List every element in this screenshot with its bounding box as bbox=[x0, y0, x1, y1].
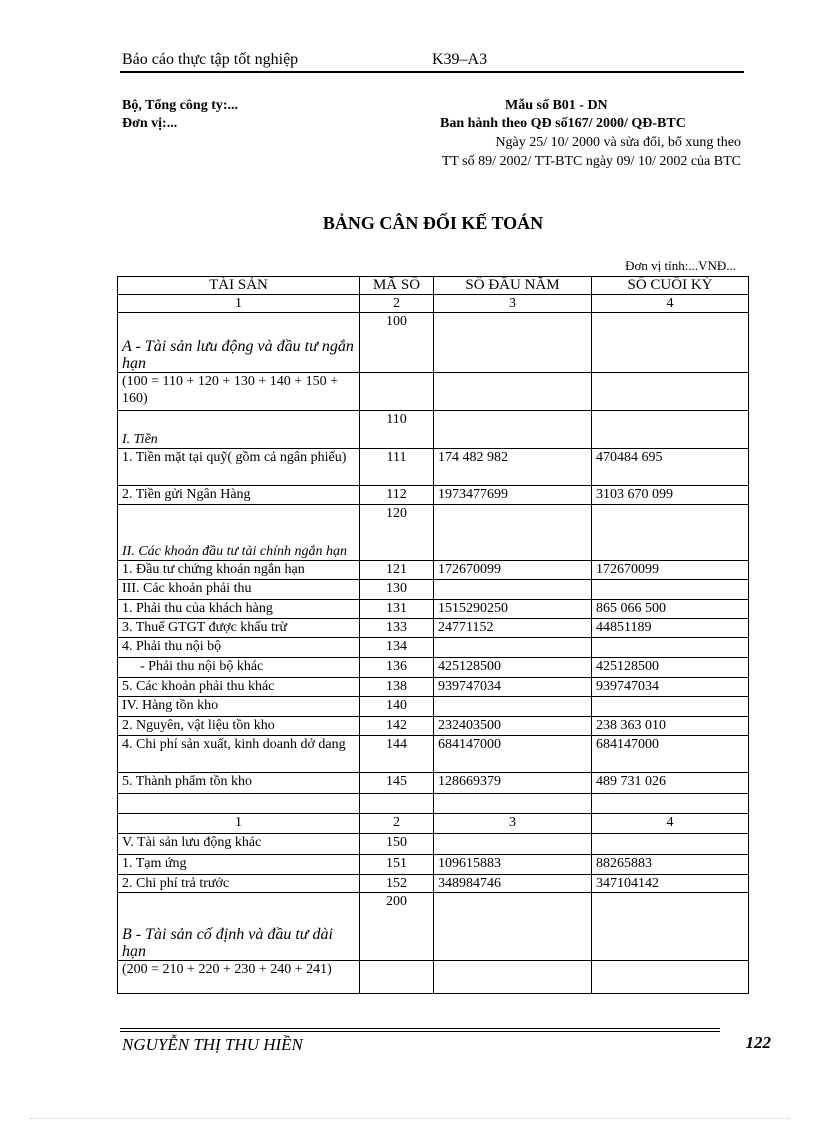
asset-name: 2. Tiền gửi Ngân Hàng bbox=[118, 486, 360, 505]
footer-rule bbox=[120, 1028, 720, 1029]
table-row bbox=[118, 855, 749, 875]
account-code: 120 bbox=[360, 505, 434, 561]
account-code: 200 bbox=[360, 893, 434, 961]
account-code: 136 bbox=[360, 658, 434, 678]
closing-balance: 470484 695 bbox=[592, 449, 749, 486]
asset-name: 5. Thành phẩm tồn kho bbox=[118, 773, 360, 794]
account-code: 131 bbox=[360, 600, 434, 619]
asset-name: I. Tiền bbox=[118, 411, 360, 449]
opening-balance: 172670099 bbox=[434, 561, 592, 580]
header-rule bbox=[120, 71, 744, 73]
account-code: 111 bbox=[360, 449, 434, 486]
column-header: MÃ SỐ bbox=[360, 277, 434, 295]
opening-balance: 425128500 bbox=[434, 658, 592, 678]
closing-balance: 44851189 bbox=[592, 619, 749, 638]
org-line-2: Đơn vị:... bbox=[122, 116, 178, 131]
opening-balance bbox=[434, 411, 592, 449]
column-index: 3 bbox=[434, 814, 592, 834]
opening-balance: 1515290250 bbox=[434, 600, 592, 619]
asset-name: 1. Phải thu của khách hàng bbox=[118, 600, 360, 619]
opening-balance bbox=[434, 313, 592, 373]
table-row bbox=[118, 961, 749, 994]
asset-name: II. Các khoản đầu tư tài chính ngắn hạn bbox=[118, 505, 360, 561]
account-code: 130 bbox=[360, 580, 434, 600]
account-code: 110 bbox=[360, 411, 434, 449]
column-index: 1 bbox=[118, 295, 360, 313]
table-row bbox=[118, 600, 749, 619]
closing-balance bbox=[592, 638, 749, 658]
opening-balance: 232403500 bbox=[434, 717, 592, 736]
page-number: 122 bbox=[745, 1033, 771, 1052]
index-row bbox=[118, 295, 749, 313]
running-header-class: K39–A3 bbox=[432, 51, 488, 68]
asset-name: - Phải thu nội bộ khác bbox=[118, 658, 360, 678]
account-code bbox=[360, 961, 434, 994]
account-code: 133 bbox=[360, 619, 434, 638]
form-issued-by: Ban hành theo QĐ số167/ 2000/ QĐ-BTC bbox=[440, 116, 686, 131]
balance-sheet-table bbox=[117, 276, 749, 994]
opening-balance bbox=[434, 580, 592, 600]
closing-balance: 88265883 bbox=[592, 855, 749, 875]
closing-balance: 347104142 bbox=[592, 875, 749, 893]
org-line-1: Bộ, Tổng công ty:... bbox=[122, 98, 239, 113]
account-code: 100 bbox=[360, 313, 434, 373]
table-row bbox=[118, 373, 749, 411]
empty-cell bbox=[592, 794, 749, 814]
asset-name: B - Tài sản cố định và đầu tư dài hạn bbox=[118, 893, 360, 961]
asset-name: V. Tài sản lưu động khác bbox=[118, 834, 360, 855]
closing-balance bbox=[592, 697, 749, 717]
account-code bbox=[360, 373, 434, 411]
table-row bbox=[118, 717, 749, 736]
column-header: TÀI SẢN bbox=[118, 277, 360, 295]
closing-balance bbox=[592, 313, 749, 373]
table-row bbox=[118, 449, 749, 486]
opening-balance: 939747034 bbox=[434, 678, 592, 697]
closing-balance bbox=[592, 580, 749, 600]
asset-name: 4. Phải thu nội bộ bbox=[118, 638, 360, 658]
closing-balance: 684147000 bbox=[592, 736, 749, 773]
closing-balance: 238 363 010 bbox=[592, 717, 749, 736]
account-code: 145 bbox=[360, 773, 434, 794]
column-index: 4 bbox=[592, 295, 749, 313]
opening-balance bbox=[434, 697, 592, 717]
table-row bbox=[118, 773, 749, 794]
form-number: Mẫu số B01 - DN bbox=[505, 98, 608, 113]
asset-name: IV. Hàng tồn kho bbox=[118, 697, 360, 717]
document-title: BẢNG CÂN ĐỐI KẾ TOÁN bbox=[322, 213, 544, 233]
opening-balance: 174 482 982 bbox=[434, 449, 592, 486]
currency-unit: Đơn vị tính:...VNĐ... bbox=[625, 258, 736, 273]
table-row bbox=[118, 580, 749, 600]
table-row bbox=[118, 834, 749, 855]
running-header-title: Báo cáo thực tập tốt nghiệp bbox=[122, 51, 299, 68]
asset-name: 1. Tạm ứng bbox=[118, 855, 360, 875]
opening-balance bbox=[434, 638, 592, 658]
asset-name: 2. Chi phí trả trước bbox=[118, 875, 360, 893]
form-amend-line: TT số 89/ 2002/ TT-BTC ngày 09/ 10/ 2002 của BTC bbox=[441, 154, 741, 169]
closing-balance: 172670099 bbox=[592, 561, 749, 580]
asset-name: (100 = 110 + 120 + 130 + 140 + 150 + 160) bbox=[118, 373, 360, 411]
asset-name: 1. Tiền mặt tại quỹ( gồm cả ngân phiếu) bbox=[118, 449, 360, 486]
table-row bbox=[118, 678, 749, 697]
table-row bbox=[118, 505, 749, 561]
empty-cell bbox=[360, 794, 434, 814]
column-index: 1 bbox=[118, 814, 360, 834]
table-row bbox=[118, 658, 749, 678]
account-code: 144 bbox=[360, 736, 434, 773]
asset-name: 5. Các khoản phải thu khác bbox=[118, 678, 360, 697]
page-edge bbox=[30, 1118, 790, 1119]
column-index: 3 bbox=[434, 295, 592, 313]
account-code: 138 bbox=[360, 678, 434, 697]
table-row bbox=[118, 486, 749, 505]
opening-balance bbox=[434, 834, 592, 855]
opening-balance: 1973477699 bbox=[434, 486, 592, 505]
column-header: SỐ CUỐI KỲ bbox=[592, 277, 749, 295]
account-code: 142 bbox=[360, 717, 434, 736]
asset-name: 4. Chi phí sản xuất, kinh doanh dở dang bbox=[118, 736, 360, 773]
index-row bbox=[118, 814, 749, 834]
table-row bbox=[118, 638, 749, 658]
closing-balance bbox=[592, 373, 749, 411]
closing-balance bbox=[592, 961, 749, 994]
opening-balance bbox=[434, 961, 592, 994]
closing-balance: 865 066 500 bbox=[592, 600, 749, 619]
empty-row bbox=[118, 794, 749, 814]
opening-balance: 684147000 bbox=[434, 736, 592, 773]
closing-balance bbox=[592, 834, 749, 855]
closing-balance: 425128500 bbox=[592, 658, 749, 678]
asset-name: 2. Nguyên, vật liệu tồn kho bbox=[118, 717, 360, 736]
closing-balance bbox=[592, 505, 749, 561]
asset-name: 1. Đầu tư chứng khoán ngắn hạn bbox=[118, 561, 360, 580]
table-row bbox=[118, 697, 749, 717]
asset-name: (200 = 210 + 220 + 230 + 240 + 241) bbox=[118, 961, 360, 994]
table-row bbox=[118, 561, 749, 580]
opening-balance bbox=[434, 373, 592, 411]
table-row bbox=[118, 619, 749, 638]
asset-name: 3. Thuế GTGT được khấu trừ bbox=[118, 619, 360, 638]
closing-balance: 939747034 bbox=[592, 678, 749, 697]
closing-balance: 489 731 026 bbox=[592, 773, 749, 794]
account-code: 121 bbox=[360, 561, 434, 580]
column-index: 2 bbox=[360, 295, 434, 313]
empty-cell bbox=[118, 794, 360, 814]
closing-balance bbox=[592, 411, 749, 449]
closing-balance: 3103 670 099 bbox=[592, 486, 749, 505]
column-header: SỐ ĐẦU NĂM bbox=[434, 277, 592, 295]
opening-balance: 348984746 bbox=[434, 875, 592, 893]
closing-balance bbox=[592, 893, 749, 961]
empty-cell bbox=[434, 794, 592, 814]
account-code: 134 bbox=[360, 638, 434, 658]
opening-balance: 109615883 bbox=[434, 855, 592, 875]
table-row bbox=[118, 313, 749, 373]
opening-balance: 128669379 bbox=[434, 773, 592, 794]
opening-balance bbox=[434, 505, 592, 561]
table-row bbox=[118, 893, 749, 961]
table-row bbox=[118, 411, 749, 449]
account-code: 150 bbox=[360, 834, 434, 855]
footer-rule bbox=[120, 1031, 720, 1032]
author-name: NGUYỄN THỊ THU HIỀN bbox=[122, 1035, 303, 1054]
asset-name: A - Tài sản lưu động và đầu tư ngắn hạn bbox=[118, 313, 360, 373]
table-row bbox=[118, 875, 749, 893]
account-code: 112 bbox=[360, 486, 434, 505]
opening-balance bbox=[434, 893, 592, 961]
table-header-row bbox=[118, 277, 749, 295]
account-code: 151 bbox=[360, 855, 434, 875]
column-index: 4 bbox=[592, 814, 749, 834]
table-row bbox=[118, 736, 749, 773]
opening-balance: 24771152 bbox=[434, 619, 592, 638]
account-code: 152 bbox=[360, 875, 434, 893]
form-date-line: Ngày 25/ 10/ 2000 và sửa đổi, bổ xung theo bbox=[495, 135, 741, 150]
asset-name: III. Các khoản phải thu bbox=[118, 580, 360, 600]
account-code: 140 bbox=[360, 697, 434, 717]
column-index: 2 bbox=[360, 814, 434, 834]
